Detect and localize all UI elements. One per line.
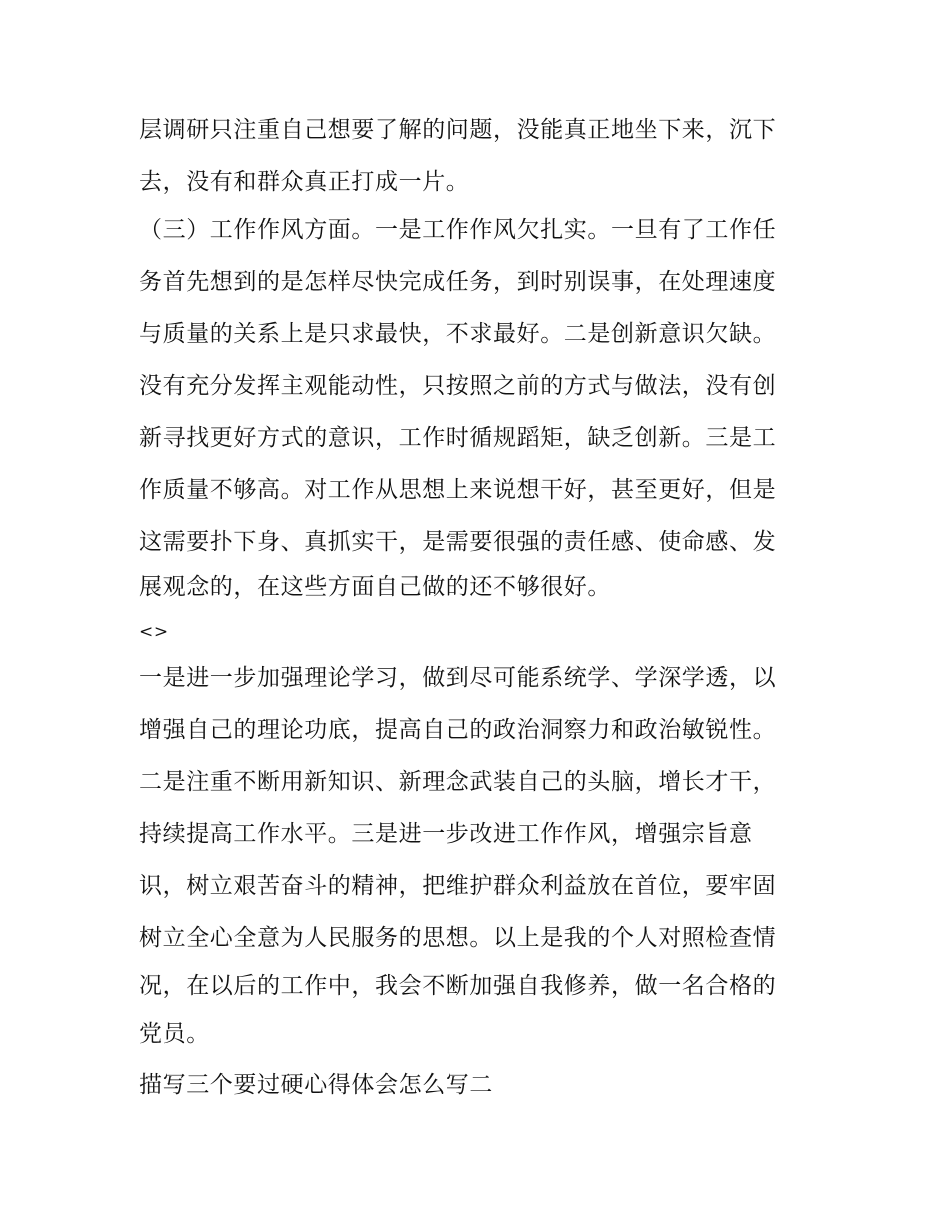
text-line: 没有充分发挥主观能动性，只按照之前的方式与做法，没有创 xyxy=(139,373,777,399)
text-line: 党员。 xyxy=(139,1021,210,1047)
text-line: 新寻找更好方式的意识，工作时循规蹈矩，缺乏创新。三是工 xyxy=(139,425,777,451)
text-line: （三）工作作风方面。一是工作作风欠扎实。一旦有了工作任 xyxy=(139,217,777,243)
text-line: 务首先想到的是怎样尽快完成任务，到时别误事，在处理速度 xyxy=(139,269,777,295)
text-line: 作质量不够高。对工作从思想上来说想干好，甚至更好，但是 xyxy=(139,477,777,503)
text-line: 层调研只注重自己想要了解的问题，没能真正地坐下来，沉下 xyxy=(139,117,777,143)
bracket-marker: <> xyxy=(139,622,169,642)
text-line: 这需要扑下身、真抓实干，是需要很强的责任感、使命感、发 xyxy=(139,529,777,555)
text-line: 与质量的关系上是只求最快，不求最好。二是创新意识欠缺。 xyxy=(139,321,777,347)
text-line: 展观念的，在这些方面自己做的还不够很好。 xyxy=(139,574,611,600)
text-line: 况，在以后的工作中，我会不断加强自我修养，做一名合格的 xyxy=(139,973,777,999)
section-heading: 描写三个要过硬心得体会怎么写二 xyxy=(139,1072,493,1098)
text-line: 树立全心全意为人民服务的思想。以上是我的个人对照检查情 xyxy=(139,925,777,951)
text-line: 持续提高工作水平。三是进一步改进工作作风，增强宗旨意 xyxy=(139,821,753,847)
text-line: 一是进一步加强理论学习，做到尽可能系统学、学深学透，以 xyxy=(139,665,777,691)
text-line: 二是注重不断用新知识、新理念武装自己的头脑，增长才干， xyxy=(139,769,777,795)
text-line: 增强自己的理论功底，提高自己的政治洞察力和政治敏锐性。 xyxy=(139,717,777,743)
text-line: 识，树立艰苦奋斗的精神，把维护群众利益放在首位，要牢固 xyxy=(139,873,777,899)
text-line: 去，没有和群众真正打成一片。 xyxy=(139,169,470,195)
